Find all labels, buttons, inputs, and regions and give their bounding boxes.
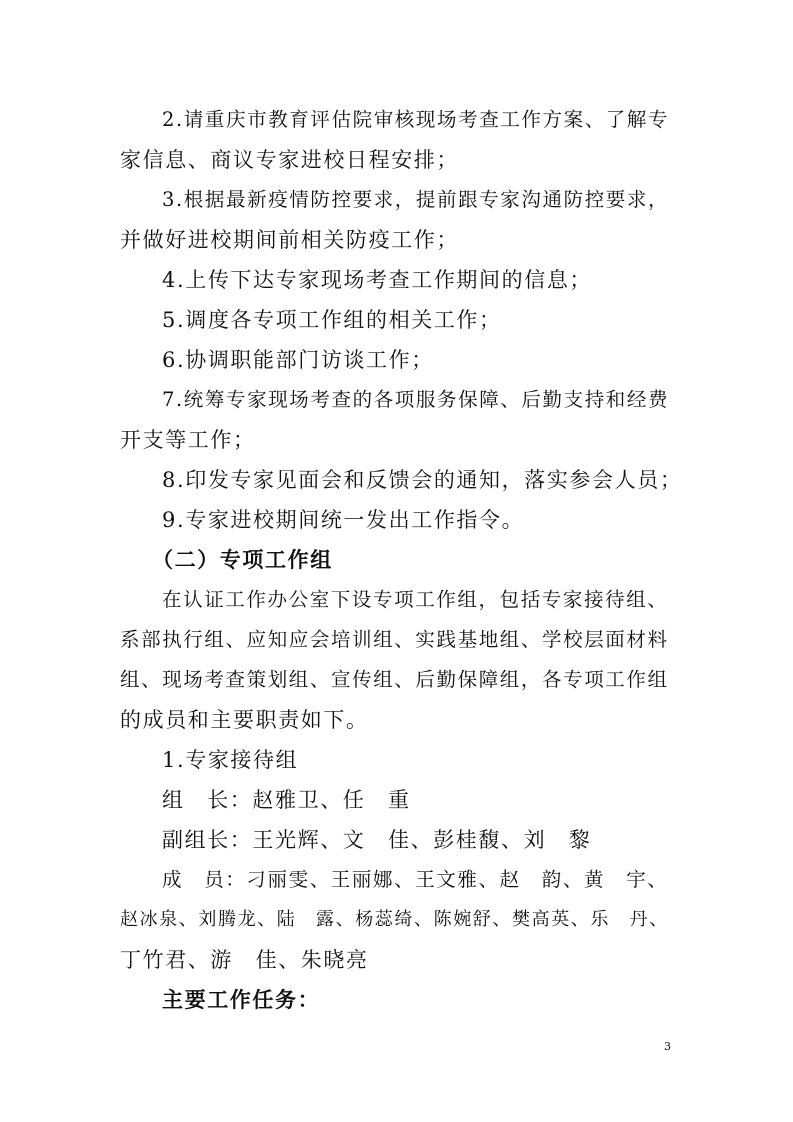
section-heading: （二）专项工作组 xyxy=(152,547,333,572)
page-number: 3 xyxy=(664,1040,671,1053)
item-2-line-1: 2.请重庆市教育评估院审核现场考查工作方案、了解专 xyxy=(162,108,670,131)
item-7-line-1: 7.统筹专家现场考查的各项服务保障、后勤支持和经费 xyxy=(162,388,670,411)
intro-line-3: 组、现场考查策划组、宣传组、后勤保障组，各专项工作组 xyxy=(120,668,669,691)
item-9: 9.专家进校期间统一发出工作指令。 xyxy=(162,508,525,532)
group-title: 1.专家接待组 xyxy=(162,748,299,772)
tasks-heading: 主要工作任务： xyxy=(162,987,321,1012)
deputy-leader: 副组长：王光辉、文 佳、彭桂馥、刘 黎 xyxy=(162,828,592,852)
group-leader: 组 长：赵雅卫、任 重 xyxy=(162,788,411,812)
intro-line-1: 在认证工作办公室下设专项工作组，包括专家接待组、 xyxy=(162,588,669,611)
intro-line-2: 系部执行组、应知应会培训组、实践基地组、学校层面材料 xyxy=(120,628,669,651)
item-7-line-2: 开支等工作； xyxy=(120,428,256,452)
intro-line-4: 的成员和主要职责如下。 xyxy=(120,708,369,732)
item-3-line-2: 并做好进校期间前相关防疫工作； xyxy=(120,228,459,252)
members-line-1: 成 员：刁丽雯、王丽娜、王文雅、赵 韵、黄 宇、 xyxy=(162,868,669,891)
item-2-line-2: 家信息、商议专家进校日程安排； xyxy=(120,148,459,172)
item-5: 5.调度各专项工作组的相关工作； xyxy=(162,308,502,332)
item-6: 6.协调职能部门访谈工作； xyxy=(162,348,434,372)
item-3-line-1: 3.根据最新疫情防控要求，提前跟专家沟通防控要求， xyxy=(162,188,670,211)
members-line-2: 赵冰泉、刘腾龙、陆 露、杨蕊绮、陈婉舒、樊高英、乐 丹、 xyxy=(120,909,669,930)
members-line-3: 丁竹君、游 佳、朱晓亮 xyxy=(120,948,369,972)
item-8: 8.印发专家见面会和反馈会的通知，落实参会人员； xyxy=(162,468,683,492)
item-4: 4.上传下达专家现场考查工作期间的信息； xyxy=(162,268,593,292)
